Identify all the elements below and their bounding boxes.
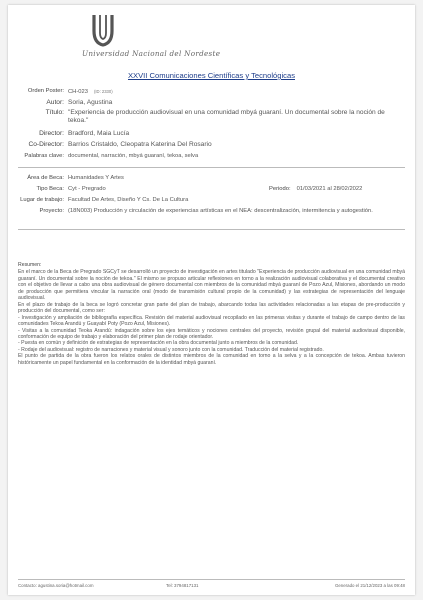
footer-generated: Generado el 21/12/2023 a las 09:48 (334, 583, 405, 588)
footer-phone: Tel: 3794817131 (166, 583, 199, 588)
titulo-label: Título: (45, 109, 64, 116)
abstract-paragraph: En el marco de la Beca de Pregrado SGCyT se desarrolló un proyecto de investigación en artes titulado "Experiencia de producción audiovisual en una comunidad mbyá guaraní. Un documental sobre la noción de tekoa." El mismo se propuso articular reflexiones en torno a la realización audiovisual colaborativa y el documental creativo con el objetivo de llevar a cabo una obra audiovisual de género documental con miembros de la comunidad mbyá guaraní de Pozo Azul, Misiones, abordando un modo de producción que permitiera vincular la narración oral (modo de transmisión cultural propio de la comunidad) y las estrategias de representación del lenguaje audiovisual. (18, 269, 405, 302)
tipo-value: Cyt - Pregrado (68, 186, 106, 192)
abstract-paragraph: - Visitas a la comunidad Teoka Arandú: indagación sobre los ejes temáticos y nociones centrales del proyecto, revisión grupal del material audiovisual disponible, conformación de equipo de trabajo y elaboración del primer plan de rodaje orientador. (18, 327, 405, 340)
abstract-paragraph: - Investigación y ampliación de bibliografía específica. Revisión del material audiovisual recopilado en las primeras visitas y durante el trabajo de campo dentro de las comunidades Tekoa Arandú y Guayabí Poty (Pozo Azul, Misiones). (18, 314, 405, 328)
palabras-value: documental, narración, mbyá guaraní, tekoa, selva (68, 153, 199, 159)
abstract-paragraph: El punto de partida de la obra fueron los relatos orales de distintos miembros de la comunidad en torno a la selva y a la concepción de tekoa. Ambas tuvieron históricamente un papel fundamental en la conformación de la identidad mbyá guaraní. (18, 353, 405, 366)
codirector-label: Co-Director: (28, 141, 64, 148)
separator (18, 167, 405, 168)
abstract (18, 262, 405, 366)
document-title: XXVII Comunicaciones Científicas y Tecnológicas (127, 71, 295, 80)
codirector-value: Barrios Cristaldo, Cleopatra Katerina Del Rosario (68, 141, 212, 148)
document-page (8, 5, 415, 595)
autor-value: Soria, Agustina (68, 99, 113, 106)
titulo-value: "Experiencia de producción audiovisual en una comunidad mbyá guaraní. Un documental sobre la noción de tekoa." (68, 109, 385, 124)
university-emblem-icon (90, 13, 116, 47)
lugar-label: Lugar de trabajo: (20, 197, 64, 203)
footer-contact: Contacto: agustina.soria@hotmail.com (18, 583, 94, 588)
orden-label: Orden Poster: (27, 88, 64, 94)
abstract-heading: Resumen: (18, 262, 42, 268)
proyecto-label: Proyecto: (39, 208, 64, 214)
logo-text: Universidad Nacional del Nordeste (82, 49, 221, 58)
abstract-paragraph: En el plazo de trabajo de la beca se logró concretar gran parte del plan de trabajo, abarcando todas las actividades relacionadas a las etapas de pre-producción y producción del documental, como ser: (18, 301, 405, 315)
tipo-label: Tipo Beca: (36, 186, 64, 192)
palabras-label: Palabras clave: (24, 153, 64, 159)
proyecto-value: (18N003) Producción y circulación de experiencias artísticas en el NEA: descentralización, intermitencia y autogestión. (68, 208, 373, 214)
director-value: Bradford, Maia Lucía (68, 130, 130, 137)
periodo-value: 01/03/2021 al 28/02/2022 (296, 186, 363, 192)
university-logo (82, 13, 222, 67)
periodo (269, 186, 362, 193)
orden-value (68, 88, 401, 96)
director-label: Director: (39, 130, 64, 137)
autor-label: Autor: (46, 99, 64, 106)
footer-separator (18, 579, 405, 580)
area-value: Humanidades Y Artes (68, 175, 124, 181)
separator (18, 229, 405, 230)
lugar-value: Facultad De Artes, Diseño Y Cs. De La Cultura (68, 197, 189, 203)
abstract-paragraph: - Puesta en común y definición de estrategias de representación en la obra documental junto a miembros de la comunidad. (18, 340, 299, 347)
area-label: Área de Beca: (27, 175, 64, 181)
orden-id: (ID: 2330) (93, 89, 113, 94)
abstract-paragraph: - Rodaje del audiovisual: registro de narraciones y material visual y sonoro junto con la comunidad. Traducción del material registrado. (18, 346, 324, 353)
periodo-label: Periodo: (269, 186, 291, 192)
orden-code: CH-023 (68, 89, 88, 95)
